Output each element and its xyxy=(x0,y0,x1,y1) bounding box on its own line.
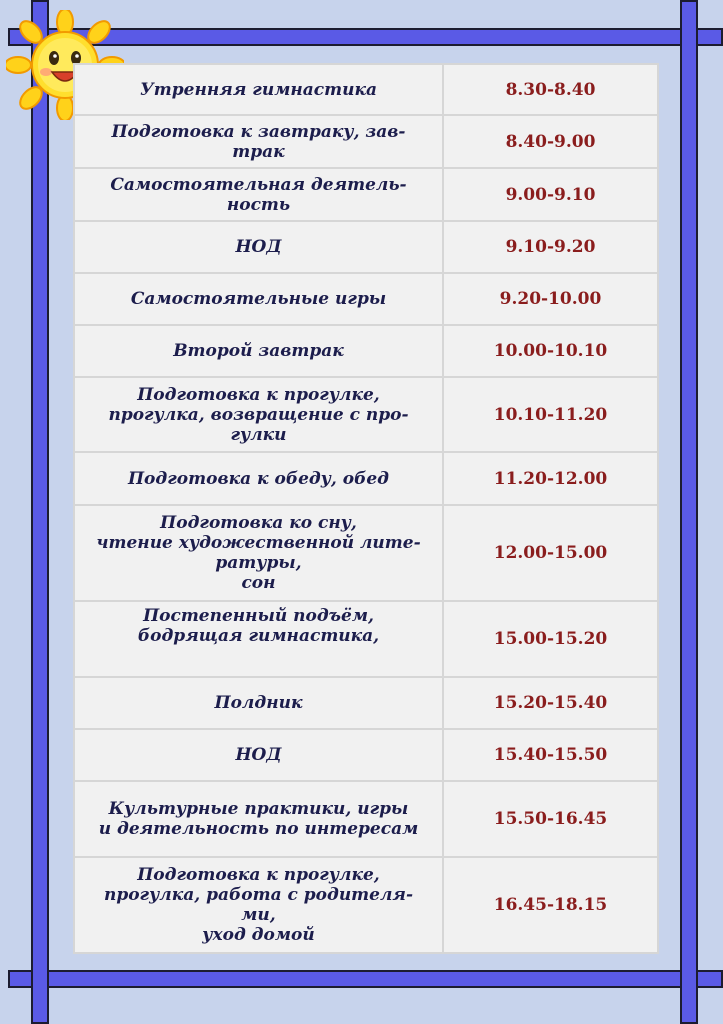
time-cell: 15.50-16.45 xyxy=(443,781,658,857)
time-cell: 8.40-9.00 xyxy=(443,115,658,168)
table-row xyxy=(74,601,658,677)
table-row xyxy=(74,781,658,857)
frame-bar-right xyxy=(680,0,698,1024)
activity-cell: Утренняя гимнастика xyxy=(74,64,443,115)
time-cell: 9.00-9.10 xyxy=(443,168,658,221)
table-row xyxy=(74,452,658,505)
activity-cell: НОД xyxy=(74,729,443,781)
time-cell: 12.00-15.00 xyxy=(443,505,658,601)
table-row xyxy=(74,64,658,115)
table-row xyxy=(74,377,658,452)
time-cell: 11.20-12.00 xyxy=(443,452,658,505)
activity-cell: Подготовка к прогулке, прогулка, работа с родителя- ми, уход домой xyxy=(74,857,443,953)
activity-cell: Полдник xyxy=(74,677,443,729)
activity-cell: Постепенный подъём, бодрящая гимнастика, xyxy=(74,601,443,677)
time-cell: 10.10-11.20 xyxy=(443,377,658,452)
time-cell: 8.30-8.40 xyxy=(443,64,658,115)
table-row xyxy=(74,325,658,377)
table-row xyxy=(74,115,658,168)
activity-cell: Самостоятельные игры xyxy=(74,273,443,325)
activity-cell: Подготовка к прогулке, прогулка, возвращение с про- гулки xyxy=(74,377,443,452)
time-cell: 10.00-10.10 xyxy=(443,325,658,377)
activity-cell: Подготовка ко сну, чтение художественной лите- ратуры, сон xyxy=(74,505,443,601)
time-cell: 15.00-15.20 xyxy=(443,601,658,677)
daily-schedule-table xyxy=(73,63,659,954)
table-row xyxy=(74,168,658,221)
time-cell: 9.20-10.00 xyxy=(443,273,658,325)
activity-cell: Подготовка к обеду, обед xyxy=(74,452,443,505)
activity-cell: Подготовка к завтраку, зав- трак xyxy=(74,115,443,168)
table-row xyxy=(74,857,658,953)
table-row xyxy=(74,221,658,273)
table-row xyxy=(74,505,658,601)
activity-cell: Культурные практики, игры и деятельность по интересам xyxy=(74,781,443,857)
activity-cell: Самостоятельная деятель- ность xyxy=(74,168,443,221)
activity-cell: Второй завтрак xyxy=(74,325,443,377)
activity-cell: НОД xyxy=(74,221,443,273)
time-cell: 15.40-15.50 xyxy=(443,729,658,781)
table-row xyxy=(74,677,658,729)
frame-bar-left xyxy=(31,0,49,1024)
time-cell: 15.20-15.40 xyxy=(443,677,658,729)
time-cell: 16.45-18.15 xyxy=(443,857,658,953)
table-row xyxy=(74,729,658,781)
frame-bar-bottom xyxy=(8,970,723,988)
table-row xyxy=(74,273,658,325)
time-cell: 9.10-9.20 xyxy=(443,221,658,273)
